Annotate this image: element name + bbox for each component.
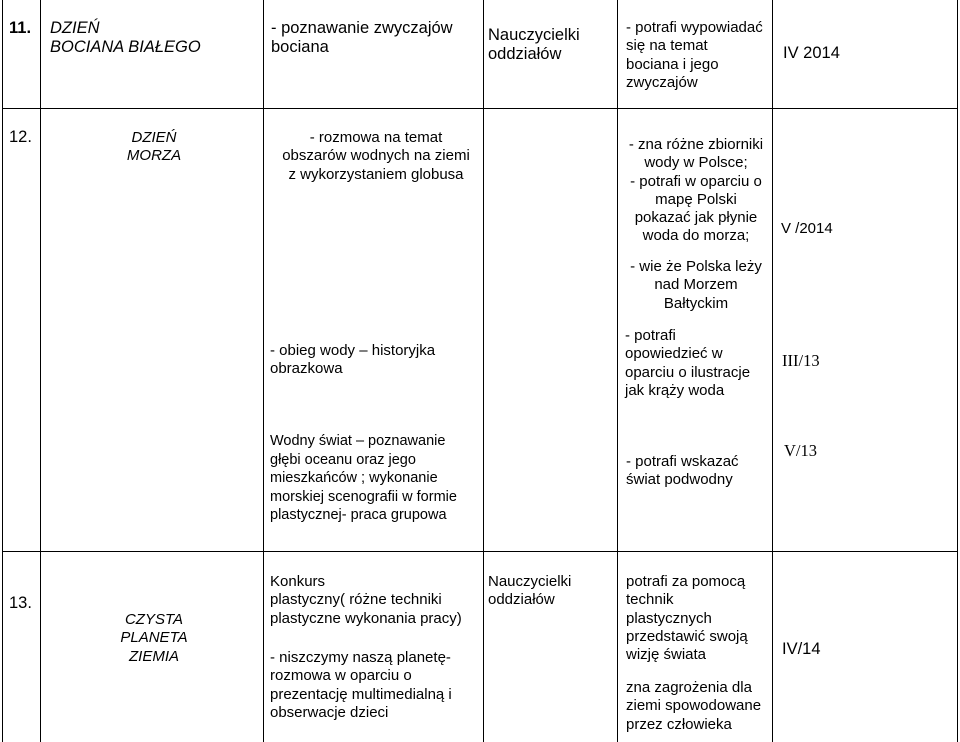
row-title: CZYSTA PLANETA ZIEMIA: [120, 611, 188, 665]
row-title: DZIEŃ BOCIANA BIAŁEGO: [50, 19, 201, 56]
column-divider: [617, 0, 618, 742]
responsible-text: Nauczycielki oddziałów: [488, 573, 572, 609]
date-text: V/13: [784, 441, 817, 460]
activity-text: Konkurs plastyczny( różne techniki plastyczne wykonania pracy): [270, 573, 462, 627]
date-text: V /2014: [781, 220, 833, 237]
activity-text: Wodny świat – poznawanie głębi oceanu oraz jego mieszkańców ; wykonanie morskiej scenografii w formie plastycznej- praca grupowa: [270, 433, 457, 523]
activity-text: - niszczymy naszą planetę- rozmowa w oparciu o prezentację multimedialną i obserwacje dzieci: [270, 649, 452, 721]
row-number: 13.: [9, 594, 32, 612]
outcome-text: - potrafi wypowiadać się na temat bociana i jego zwyczajów: [626, 19, 763, 91]
activity-text: - poznawanie zwyczajów bociana: [271, 19, 453, 56]
row-number: 11.: [9, 19, 32, 37]
column-divider: [483, 0, 484, 742]
table-border-left: [2, 0, 3, 742]
activity-text: - obieg wody – historyjka obrazkowa: [270, 342, 436, 378]
outcome-text: - zna różne zbiorniki wody w Polsce; - potrafi w oparciu o mapę Polski pokazać jak płynie woda do morza;: [628, 136, 764, 245]
column-divider: [263, 0, 264, 742]
outcome-text: - potrafi wskazać świat podwodny: [626, 453, 739, 489]
date-text: IV 2014: [783, 44, 840, 62]
outcome-text: - wie że Polska leży nad Morzem Bałtyckim: [630, 258, 762, 312]
date-text: III/13: [782, 351, 820, 370]
date-text: IV/14: [782, 640, 821, 658]
outcome-text: - potrafi opowiedzieć w oparciu o ilustracje jak krąży woda: [625, 327, 751, 399]
column-divider: [40, 0, 41, 742]
row-divider: [2, 108, 958, 109]
activity-text: - rozmowa na temat obszarów wodnych na ziemi z wykorzystaniem globusa: [282, 129, 470, 183]
outcome-text: zna zagrożenia dla ziemi spowodowane przez człowieka: [626, 679, 762, 733]
column-divider: [772, 0, 773, 742]
outcome-text: potrafi za pomocą technik plastycznych przedstawić swoją wizję świata: [626, 573, 748, 664]
responsible-text: Nauczycielki oddziałów: [488, 26, 580, 63]
table-border-right: [957, 0, 958, 742]
row-title: DZIEŃ MORZA: [126, 129, 182, 165]
row-number: 12.: [9, 128, 32, 146]
row-divider: [2, 551, 958, 552]
